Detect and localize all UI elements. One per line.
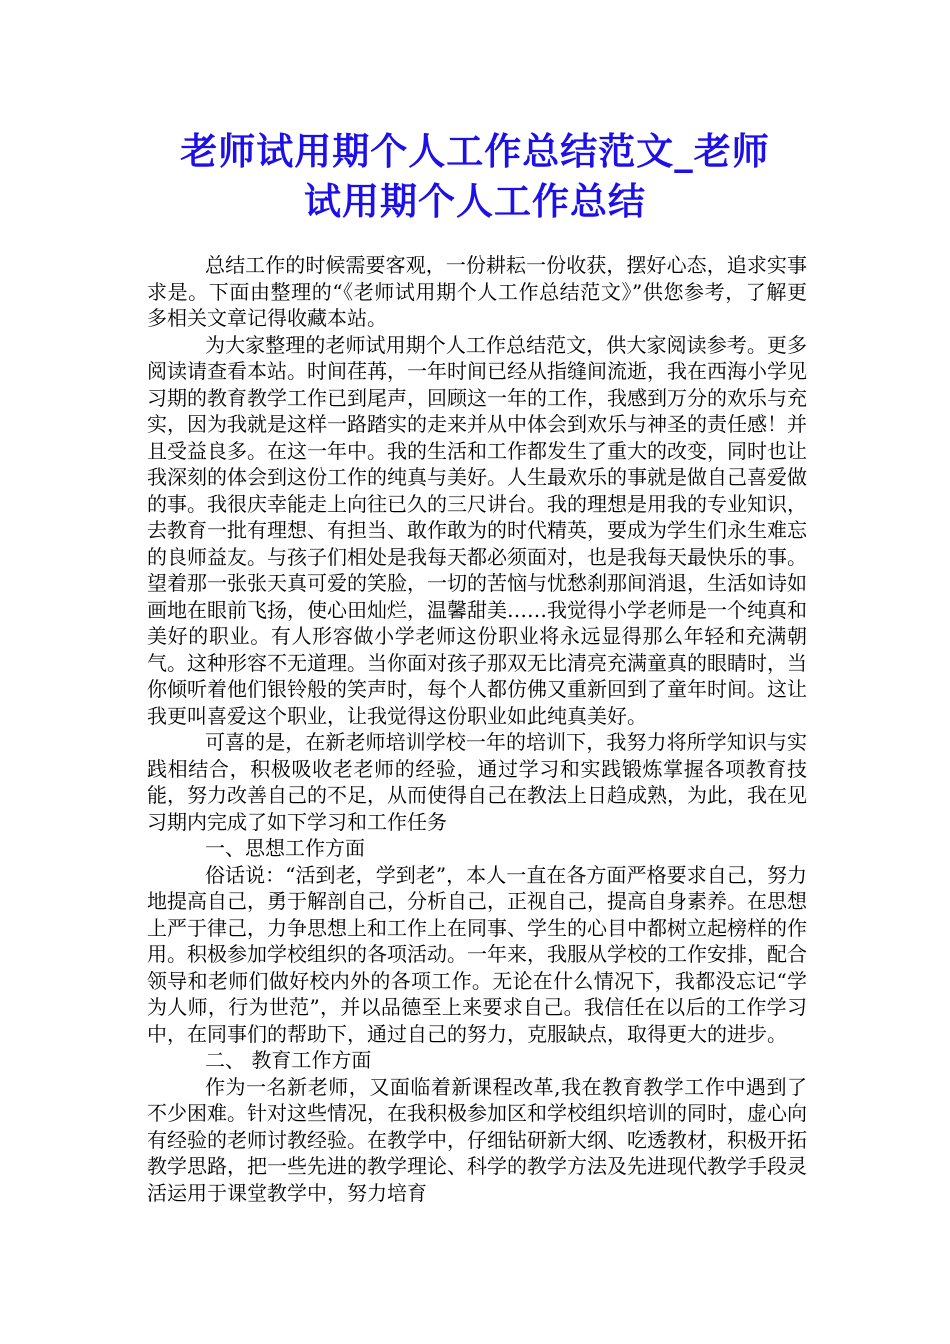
title-line-1: 老师试用期个人工作总结范文_老师 (180, 129, 770, 173)
training-paragraph: 可喜的是，在新老师培训学校一年的培训下，我努力将所学知识与实践相结合，积极吸收老老师的经验，通过学习和实践锻炼掌握各项教育技能，努力改善自己的不足，从而使得自己在教法上日趋成熟，为此，我在见习期内完成了如下学习和工作任务 (147, 730, 807, 834)
document-title (140, 126, 810, 226)
thought-paragraph: 俗话说：“活到老，学到老”，本人一直在各方面严格要求自己，努力地提高自己，勇于解剖自己，分析自己，正视自己，提高自身素养。在思想上严于律己，力争思想上和工作上在同事、学生的心目中都树立起榜样的作用。积极参加学校组织的各项活动。一年来，我服从学校的工作安排，配合领导和老师们做好校内外的各项工作。无论在什么情况下，我都没忘记“学为人师，行为世范”，并以品德至上来要求自己。我信任在以后的工作学习中，在同事们的帮助下，通过自己的努力，克服缺点，取得更大的进步。 (147, 862, 807, 1046)
title-line-2: 试用期个人工作总结 (304, 179, 646, 223)
section-heading-education: 二、 教育工作方面 (205, 1048, 372, 1072)
section-heading-thought: 一、思想工作方面 (205, 836, 365, 860)
education-paragraph: 作为一名新老师，又面临着新课程改革,我在教育教学工作中遇到了不少困难。针对这些情况，在我积极参加区和学校组织培训的同时，虚心向有经验的老师讨教经验。在教学中，仔细钻研新大纲、吃透教材，积极开拓教学思路，把一些先进的教学理论、科学的教学方法及先进现代教学手段灵活运用于课堂教学中，努力培育 (147, 1074, 807, 1205)
document-body (147, 252, 807, 1206)
intro-paragraph: 总结工作的时候需要客观，一份耕耘一份收获，摆好心态，追求实事求是。下面由整理的“《老师试用期个人工作总结范文》”供您参考，了解更多相关文章记得收藏本站。 (147, 253, 807, 330)
summary-paragraph: 为大家整理的老师试用期个人工作总结范文，供大家阅读参考。更多阅读请查看本站。时间荏苒，一年时间已经从指缝间流逝，我在西海小学见习期的教育教学工作已到尾声，回顾这一年的工作，我感到万分的欢乐与充实，因为我就是这样一路踏实的走来并从中体会到欢乐与神圣的责任感！并且受益良多。在这一年中。我的生活和工作都发生了重大的改变，同时也让我深刻的体会到这份工作的纯真与美好。人生最欢乐的事就是做自己喜爱做的事。我很庆幸能走上向往已久的三尺讲台。我的理想是用我的专业知识，去教育一批有理想、有担当、敢作敢为的时代精英，要成为学生们永生难忘的良师益友。与孩子们相处是我每天都必须面对，也是我每天最快乐的事。望着那一张张天真可爱的笑脸，一切的苦恼与忧愁刹那间消退，生活如诗如画地在眼前飞扬，使心田灿烂，温馨甜美……我觉得小学老师是一个纯真和美好的职业。有人形容做小学老师这份职业将永远显得那么年轻和充满朝气。这种形容不无道理。当你面对孩子那双无比清亮充满童真的眼睛时，当你倾听着他们银铃般的笑声时，每个人都仿佛又重新回到了童年时间。这让我更叫喜爱这个职业，让我觉得这份职业如此纯真美好。 (147, 332, 807, 728)
